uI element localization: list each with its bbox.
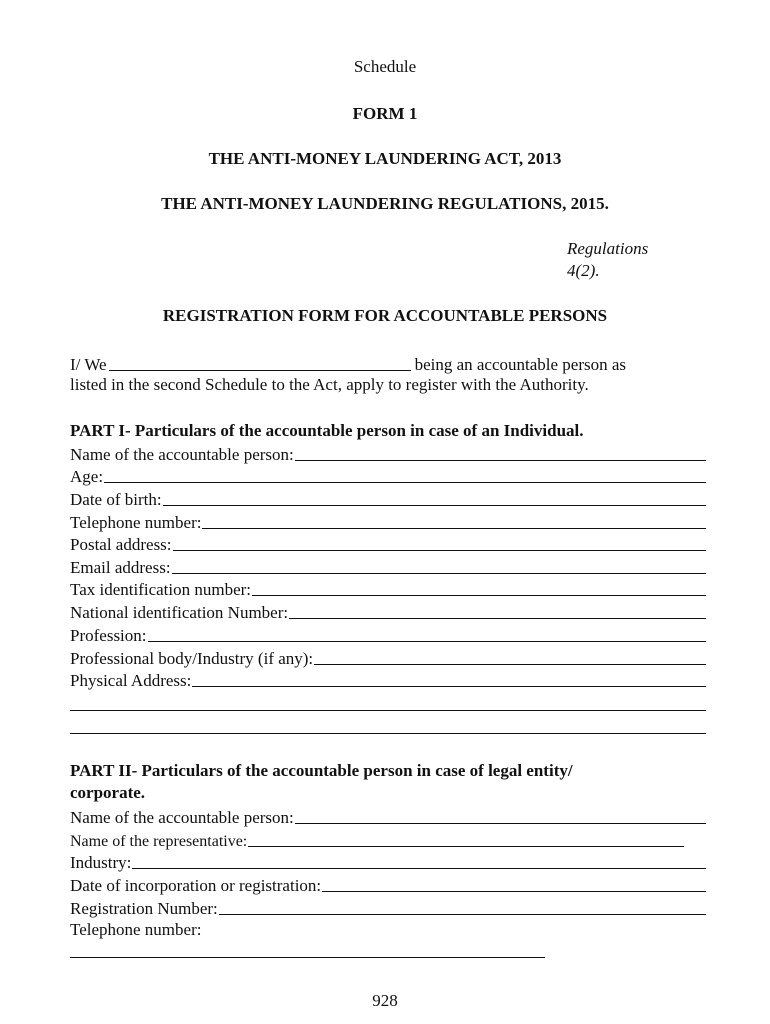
field-physical-address-input[interactable]: [192, 686, 706, 687]
intro-name-blank[interactable]: [109, 370, 411, 371]
field-nin: [70, 601, 706, 623]
field-incorporation-date: [70, 874, 706, 896]
field-postal-input[interactable]: [173, 550, 706, 551]
field-dob: [70, 488, 706, 510]
form-title: REGISTRATION FORM FOR ACCOUNTABLE PERSONS: [162, 306, 608, 325]
field-registration-number-input[interactable]: [219, 914, 706, 915]
physical-address-line-3[interactable]: [70, 733, 706, 734]
field-professional-body-input[interactable]: [314, 664, 706, 665]
field-entity-telephone-input[interactable]: [70, 957, 545, 958]
field-email-input[interactable]: [172, 573, 706, 574]
field-industry-input[interactable]: [132, 868, 706, 869]
field-age-input[interactable]: [104, 482, 706, 483]
form-number: FORM 1: [352, 104, 418, 123]
field-registration-number: [70, 897, 706, 919]
field-industry-label: Industry:: [70, 853, 132, 872]
physical-address-line-2[interactable]: [70, 710, 706, 711]
field-telephone-input[interactable]: [202, 528, 706, 529]
schedule-label: Schedule: [353, 57, 417, 76]
field-age: [70, 465, 706, 487]
intro-line2: listed in the second Schedule to the Act, apply to register with the Authority.: [70, 375, 589, 394]
field-name: [70, 443, 706, 465]
page-number: 928: [372, 991, 398, 1010]
field-postal: [70, 533, 706, 555]
field-profession-label: Profession:: [70, 626, 147, 645]
regulations-title: THE ANTI-MONEY LAUNDERING REGULATIONS, 2015.: [161, 194, 609, 213]
field-name-input[interactable]: [295, 460, 706, 461]
field-dob-input[interactable]: [163, 505, 706, 506]
field-tin-input[interactable]: [252, 595, 706, 596]
field-professional-body-label: Professional body/Industry (if any):: [70, 649, 314, 668]
field-entity-name-input[interactable]: [295, 823, 706, 824]
field-nin-label: National identification Number:: [70, 603, 289, 622]
field-tin: [70, 578, 706, 600]
act-title: THE ANTI-MONEY LAUNDERING ACT, 2013: [208, 149, 562, 168]
field-age-label: Age:: [70, 467, 104, 486]
field-profession-input[interactable]: [148, 641, 707, 642]
field-industry: [70, 851, 706, 873]
field-tin-label: Tax identification number:: [70, 580, 252, 599]
field-physical-address: [70, 669, 706, 691]
intro-prefix: I/ We: [70, 355, 107, 374]
field-incorporation-date-input[interactable]: [322, 891, 706, 892]
part2-heading-line2: corporate.: [70, 783, 146, 802]
field-professional-body: [70, 647, 706, 669]
field-profession: [70, 624, 706, 646]
regulation-ref-line1: Regulations: [567, 239, 649, 258]
field-entity-telephone-label: Telephone number:: [70, 920, 202, 939]
field-representative-input[interactable]: [248, 846, 684, 847]
intro-line1: [70, 353, 706, 375]
field-telephone-label: Telephone number:: [70, 513, 202, 532]
field-postal-label: Postal address:: [70, 535, 172, 554]
field-representative: [70, 829, 684, 851]
field-incorporation-date-label: Date of incorporation or registration:: [70, 876, 322, 895]
field-telephone: [70, 511, 706, 533]
part1-heading: PART I- Particulars of the accountable person in case of an Individual.: [70, 421, 584, 440]
field-nin-input[interactable]: [289, 618, 706, 619]
field-email-label: Email address:: [70, 558, 171, 577]
field-registration-number-label: Registration Number:: [70, 899, 218, 918]
field-email: [70, 556, 706, 578]
intro-suffix: being an accountable person as: [414, 355, 627, 374]
field-name-label: Name of the accountable person:: [70, 445, 294, 464]
field-entity-name-label: Name of the accountable person:: [70, 808, 294, 827]
part2-heading-line1: PART II- Particulars of the accountable person in case of legal entity/: [70, 761, 573, 780]
field-representative-label: Name of the representative:: [70, 833, 248, 850]
field-dob-label: Date of birth:: [70, 490, 162, 509]
regulation-ref-line2: 4(2).: [567, 261, 600, 280]
field-entity-name: [70, 806, 706, 828]
field-physical-address-label: Physical Address:: [70, 671, 192, 690]
